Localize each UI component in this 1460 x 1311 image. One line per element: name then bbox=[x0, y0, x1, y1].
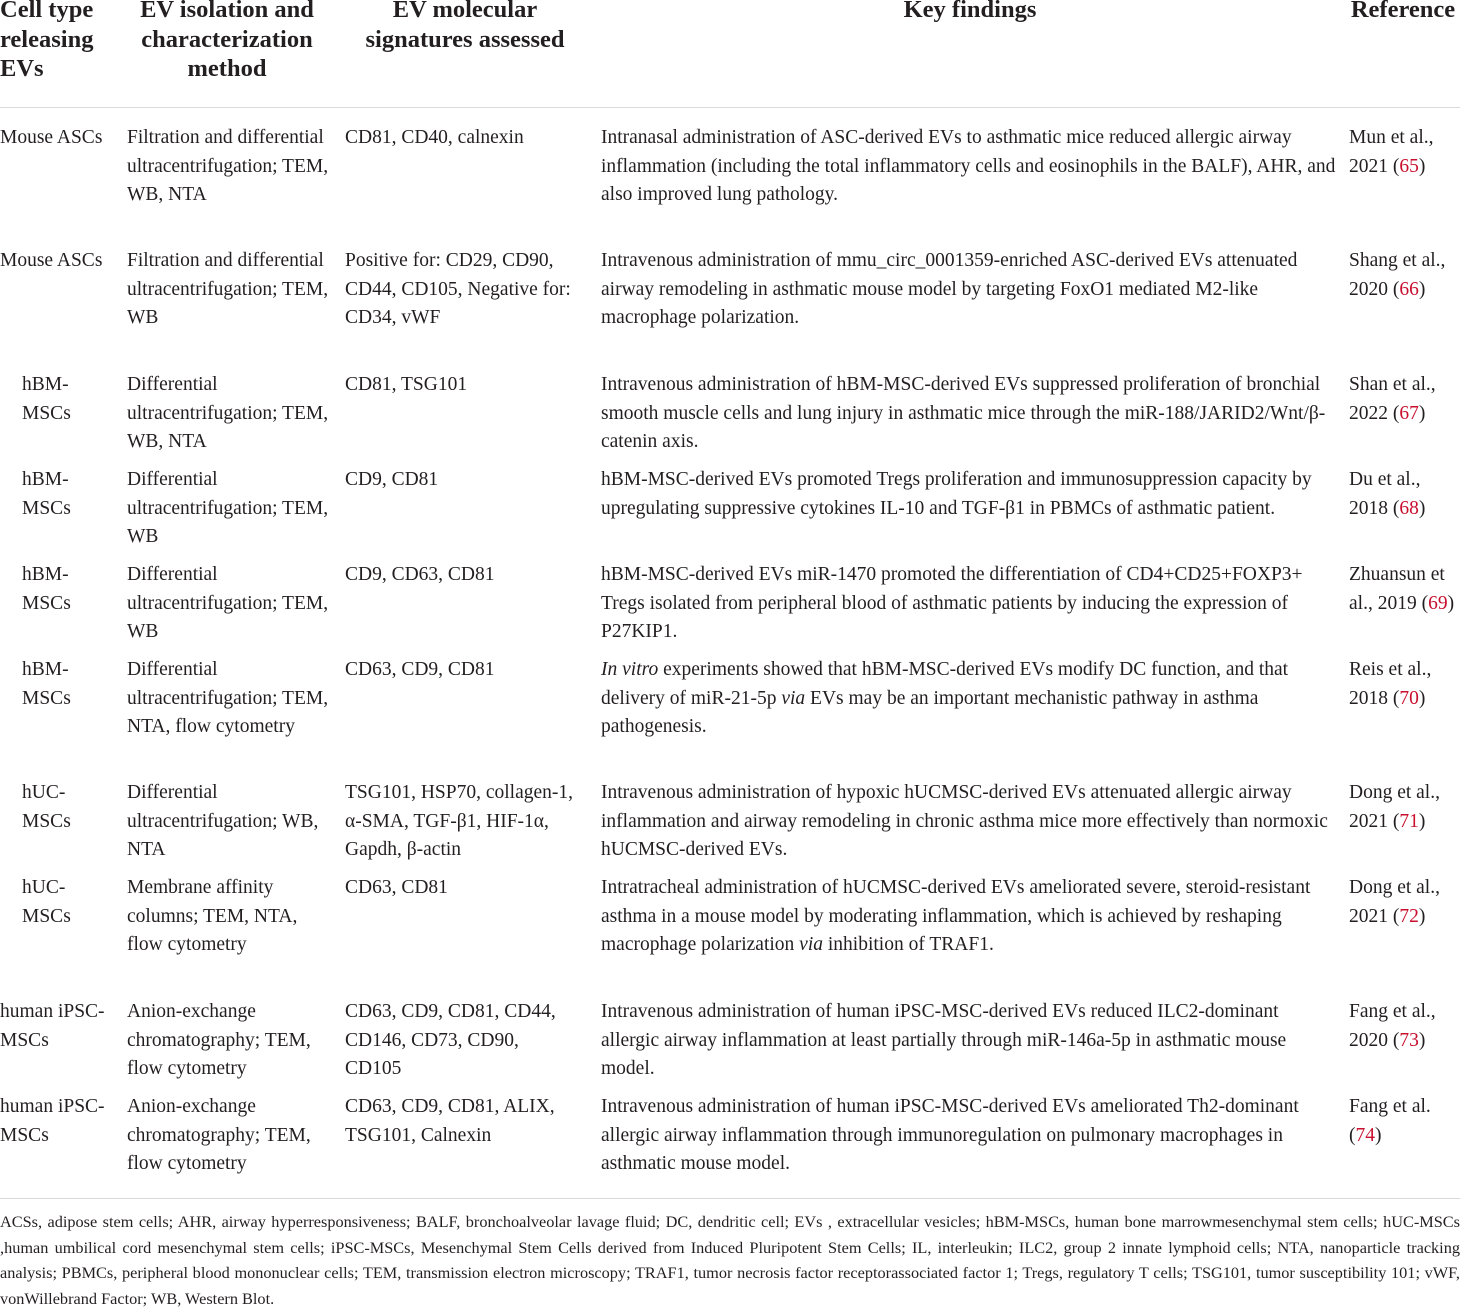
italic-term: In vitro bbox=[601, 659, 659, 680]
findings-text: EVs may be an important mechanistic pathway in asthma pathogenesis. bbox=[601, 687, 1259, 738]
reference: Zhuansun et al., 2019 (69) bbox=[1349, 564, 1455, 614]
reference: Du et al., 2018 (68) bbox=[1349, 469, 1426, 519]
reference-link[interactable]: 68 bbox=[1399, 497, 1419, 519]
isolation-method: Anion-exchange chromatography; TEM, flow cytometry bbox=[127, 1096, 311, 1175]
isolation-method: Differential ultracentrifugation; TEM, NTA, flow cytometry bbox=[127, 659, 329, 738]
reference: Mun et al., 2021 (65) bbox=[1349, 127, 1434, 177]
reference-text: Mun et al., 2021 bbox=[1349, 127, 1434, 177]
key-findings: Intravenous administration of human iPSC-MSC-derived EVs reduced ILC2-dominant allergic airway inflammation at least partially through miR-146a-5p in asthmatic mouse model. bbox=[601, 1001, 1287, 1080]
cell-type: Mouse ASCs bbox=[0, 250, 103, 271]
reference: Fang et al., 2020 (73) bbox=[1349, 1001, 1436, 1051]
molecular-signatures: CD63, CD9, CD81, ALIX, TSG101, Calnexin bbox=[345, 1096, 555, 1146]
key-findings: Intranasal administration of ASC-derived EVs to asthmatic mice reduced allergic airway inflammation (including the total inflammatory cells and eosinophils in the BALF), AHR, and also improved lung pathology. bbox=[601, 127, 1336, 206]
isolation-method: Filtration and differential ultracentrifugation; TEM, WB bbox=[127, 250, 329, 329]
reference-text: Shang et al., 2020 bbox=[1349, 250, 1446, 300]
key-findings: Intravenous administration of mmu_circ_0001359-enriched ASC-derived EVs attenuated airway remodeling in asthmatic mouse model by targeting FoxO1 mediated M2-like macrophage polarization. bbox=[601, 250, 1298, 329]
table-footnote: ACSs, adipose stem cells; AHR, airway hyperresponsiveness; BALF, bronchoalveolar lavage fluid; DC, dendritic cell; EVs , extracellular vesicles; hBM-MSCs, human bone marrowmesenchymal stem cells; hUC-MSCs ,human umbilical cord mesenchymal stem cells; iPSC-MSCs, Mesenchymal Stem Cells derived from Induced Pluripotent Stem Cells; IL, interleukin; ILC2, group 2 innate lymphoid cells; NTA, nanoparticle tracking analysis; PBMCs, peripheral blood mononuclear cells; TEM, transmission electron microscopy; TRAF1, tumor necrosis factor receptorassociated factor 1; Tregs, regulatory T cells; TSG101, tumor susceptibility 101; vWF, vonWillebrand Factor; WB, Western Blot. bbox=[0, 1198, 1460, 1311]
reference-text: Dong et al., 2021 bbox=[1349, 877, 1440, 927]
reference: Dong et al., 2021 (72) bbox=[1349, 877, 1440, 927]
isolation-method: Anion-exchange chromatography; TEM, flow cytometry bbox=[127, 1001, 311, 1080]
isolation-method: Differential ultracentrifugation; TEM, WB, NTA bbox=[127, 374, 329, 453]
molecular-signatures: CD63, CD81 bbox=[345, 877, 448, 898]
key-findings: hBM-MSC-derived EVs miR-1470 promoted the differentiation of CD4+CD25+FOXP3+ Tregs isolated from peripheral blood of asthmatic patients by inducing the expression of P27KIP1. bbox=[601, 564, 1303, 643]
molecular-signatures: CD9, CD81 bbox=[345, 469, 439, 490]
molecular-signatures: CD81, CD40, calnexin bbox=[345, 127, 524, 148]
findings-text: Intratracheal administration of hUCMSC-derived EVs ameliorated severe, steroid-resistant asthma in a mouse model by moderating inflammation, which is achieved by reshaping macrophage polarization bbox=[601, 877, 1311, 956]
isolation-method: Differential ultracentrifugation; TEM, WB bbox=[127, 469, 329, 548]
isolation-method: Membrane affinity columns; TEM, NTA, flow cytometry bbox=[127, 877, 298, 956]
isolation-method: Differential ultracentrifugation; TEM, WB bbox=[127, 564, 329, 643]
reference-text: Zhuansun et al., 2019 bbox=[1349, 564, 1445, 614]
molecular-signatures: TSG101, HSP70, collagen-1, α-SMA, TGF-β1, HIF-1α, Gapdh, β-actin bbox=[345, 782, 574, 861]
reference-link[interactable]: 73 bbox=[1399, 1029, 1419, 1051]
molecular-signatures: CD81, TSG101 bbox=[345, 374, 468, 395]
cell-type: hUC-MSCs bbox=[22, 782, 71, 832]
reference-link[interactable]: 67 bbox=[1399, 402, 1419, 424]
header-isolation-method: EV isolation and characterization method bbox=[140, 0, 314, 82]
header-molecular-signatures: EV molecular signatures assessed bbox=[365, 0, 565, 53]
reference: Fang et al. (74) bbox=[1349, 1096, 1431, 1146]
reference-text: Du et al., 2018 bbox=[1349, 469, 1421, 519]
molecular-signatures: CD63, CD9, CD81, CD44, CD146, CD73, CD90, CD105 bbox=[345, 1001, 556, 1080]
findings-text: experiments showed that hBM-MSC-derived EVs modify DC function, and that delivery of miR-21-5p bbox=[601, 659, 1289, 709]
key-findings: Intravenous administration of hBM-MSC-derived EVs suppressed proliferation of bronchial smooth muscle cells and lung injury in asthmatic mice through the miR-188/JARID2/Wnt/β-catenin axis. bbox=[601, 374, 1326, 453]
reference-text: Reis et al., 2018 bbox=[1349, 659, 1432, 709]
cell-type: human iPSC-MSCs bbox=[0, 1096, 105, 1146]
molecular-signatures: CD63, CD9, CD81 bbox=[345, 659, 495, 680]
header-reference: Reference bbox=[1350, 0, 1456, 23]
key-findings: hBM-MSC-derived EVs promoted Tregs proliferation and immunosuppression capacity by upregulating suppressive cytokines IL-10 and TGF-β1 in PBMCs of asthmatic patient. bbox=[601, 469, 1312, 519]
key-findings bbox=[601, 874, 1339, 960]
italic-term: via bbox=[799, 934, 823, 956]
cell-type: hUC-MSCs bbox=[22, 877, 71, 927]
cell-type: human iPSC-MSCs bbox=[0, 1001, 105, 1051]
key-findings: Intravenous administration of human iPSC-MSC-derived EVs ameliorated Th2-dominant allergic airway inflammation through immunoregulation on pulmonary macrophages in asthmatic mouse model. bbox=[601, 1096, 1299, 1175]
reference-text: Fang et al., 2020 bbox=[1349, 1001, 1436, 1051]
reference-link[interactable]: 65 bbox=[1399, 155, 1419, 177]
reference-link[interactable]: 70 bbox=[1399, 687, 1419, 709]
cell-type: Mouse ASCs bbox=[0, 127, 103, 148]
reference-link[interactable]: 74 bbox=[1355, 1124, 1375, 1146]
reference: Shang et al., 2020 (66) bbox=[1349, 250, 1446, 300]
reference-text: Dong et al., 2021 bbox=[1349, 782, 1440, 832]
cell-type: hBM-MSCs bbox=[22, 469, 71, 519]
key-findings: Intravenous administration of hypoxic hUCMSC-derived EVs attenuated allergic airway inflammation and airway remodeling in chronic asthma mice more effectively than normoxic hUCMSC-derived EVs. bbox=[601, 782, 1328, 861]
cell-type: hBM-MSCs bbox=[22, 374, 71, 424]
reference: Dong et al., 2021 (71) bbox=[1349, 782, 1440, 832]
key-findings bbox=[601, 656, 1339, 742]
isolation-method: Filtration and differential ultracentrifugation; TEM, WB, NTA bbox=[127, 127, 329, 206]
reference-text: Shan et al., 2022 bbox=[1349, 374, 1436, 424]
header-cell-type: Cell type releasing EVs bbox=[0, 0, 94, 82]
italic-term: via bbox=[781, 687, 806, 709]
reference-link[interactable]: 66 bbox=[1399, 278, 1419, 300]
table-header bbox=[0, 0, 1460, 108]
findings-text: inhibition of TRAF1. bbox=[823, 934, 994, 956]
header-key-findings: Key findings bbox=[903, 0, 1037, 23]
reference-text: Fang et al. bbox=[1349, 1096, 1431, 1117]
reference-link[interactable]: 72 bbox=[1399, 905, 1419, 927]
molecular-signatures: Positive for: CD29, CD90, CD44, CD105, Negative for: CD34, vWF bbox=[345, 250, 571, 329]
cell-type: hBM-MSCs bbox=[22, 564, 71, 614]
molecular-signatures: CD9, CD63, CD81 bbox=[345, 564, 495, 585]
reference-link[interactable]: 69 bbox=[1428, 592, 1448, 614]
reference: Reis et al., 2018 (70) bbox=[1349, 659, 1432, 709]
reference: Shan et al., 2022 (67) bbox=[1349, 374, 1436, 424]
cell-type: hBM-MSCs bbox=[22, 659, 71, 709]
isolation-method: Differential ultracentrifugation; WB, NTA bbox=[127, 782, 319, 861]
reference-link[interactable]: 71 bbox=[1399, 810, 1419, 832]
